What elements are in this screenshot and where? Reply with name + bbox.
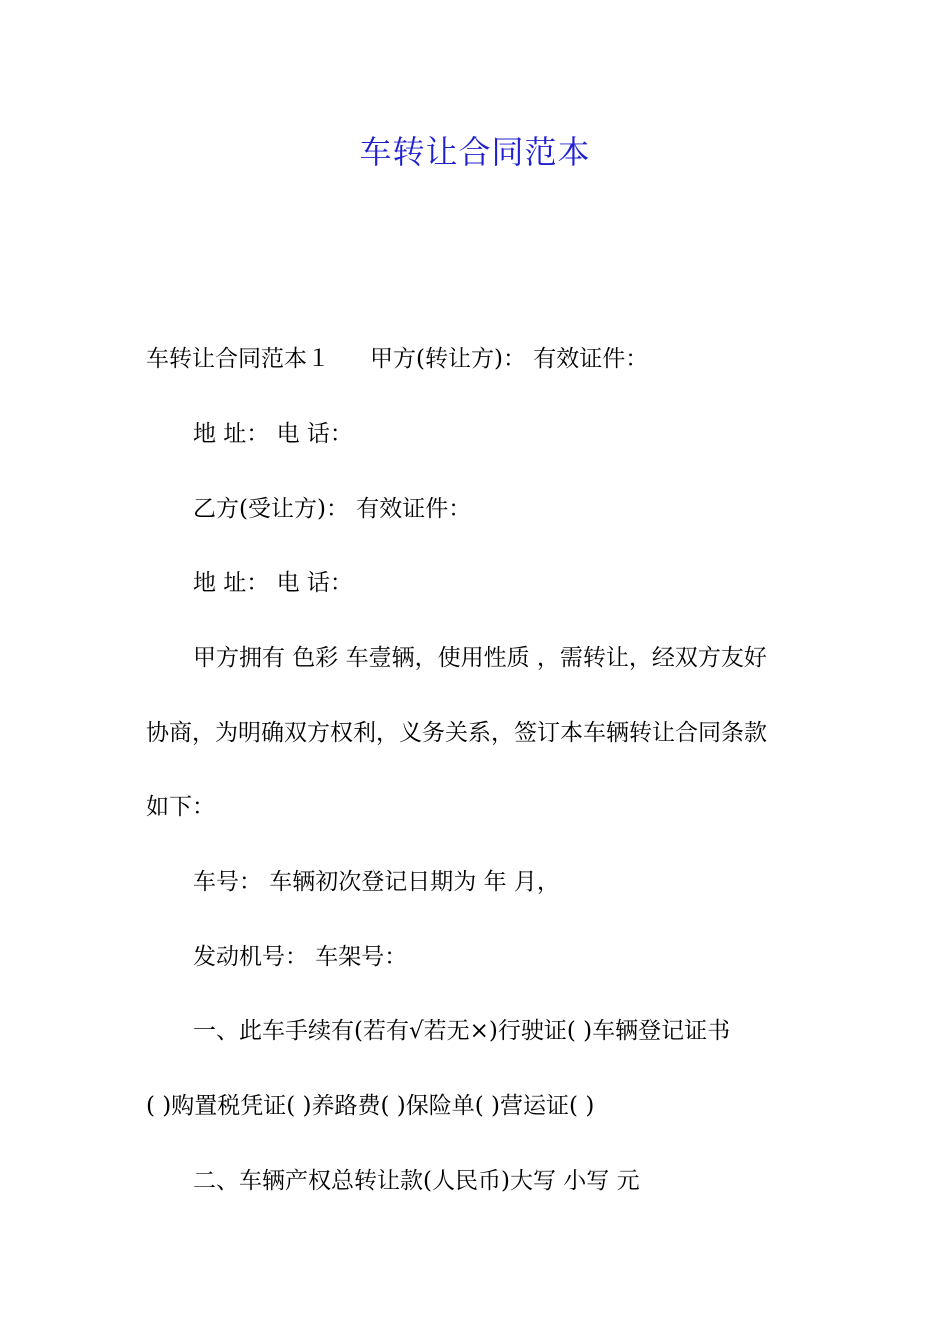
contract-subtitle: 车转让合同范本１: [146, 346, 330, 372]
contract-heading-line: [146, 342, 826, 376]
paragraph-line: 如下：: [146, 794, 215, 820]
clause-one-continued: ( )购置税凭证( )养路费( )保险单( )营运证( ): [146, 1093, 595, 1119]
clause-one-line: 一、此车手续有(若有√若无×)行驶证( )车辆登记证书: [193, 1018, 731, 1044]
clause-two-line: 二、车辆产权总转让款(人民币)大写 小写 元: [193, 1168, 640, 1194]
document-title: 车转让合同范本: [359, 133, 591, 171]
paragraph-line: 甲方拥有 色彩 车壹辆，使用性质 ，需转让，经双方友好: [193, 645, 767, 671]
party-b-label: 乙方(受让方)： 有效证件：: [193, 496, 472, 522]
vehicle-number-line: 车号： 车辆初次登记日期为 年 月，: [193, 869, 560, 895]
party-a-address-line: 地 址： 电 话：: [193, 421, 353, 447]
engine-number-line: 发动机号： 车架号：: [193, 944, 408, 970]
party-b-address-line: 地 址： 电 话：: [193, 570, 353, 596]
paragraph-line: 协商，为明确双方权利，义务关系，签订本车辆转让合同条款: [146, 720, 767, 746]
party-a-label: 甲方(转让方)： 有效证件：: [370, 346, 649, 372]
